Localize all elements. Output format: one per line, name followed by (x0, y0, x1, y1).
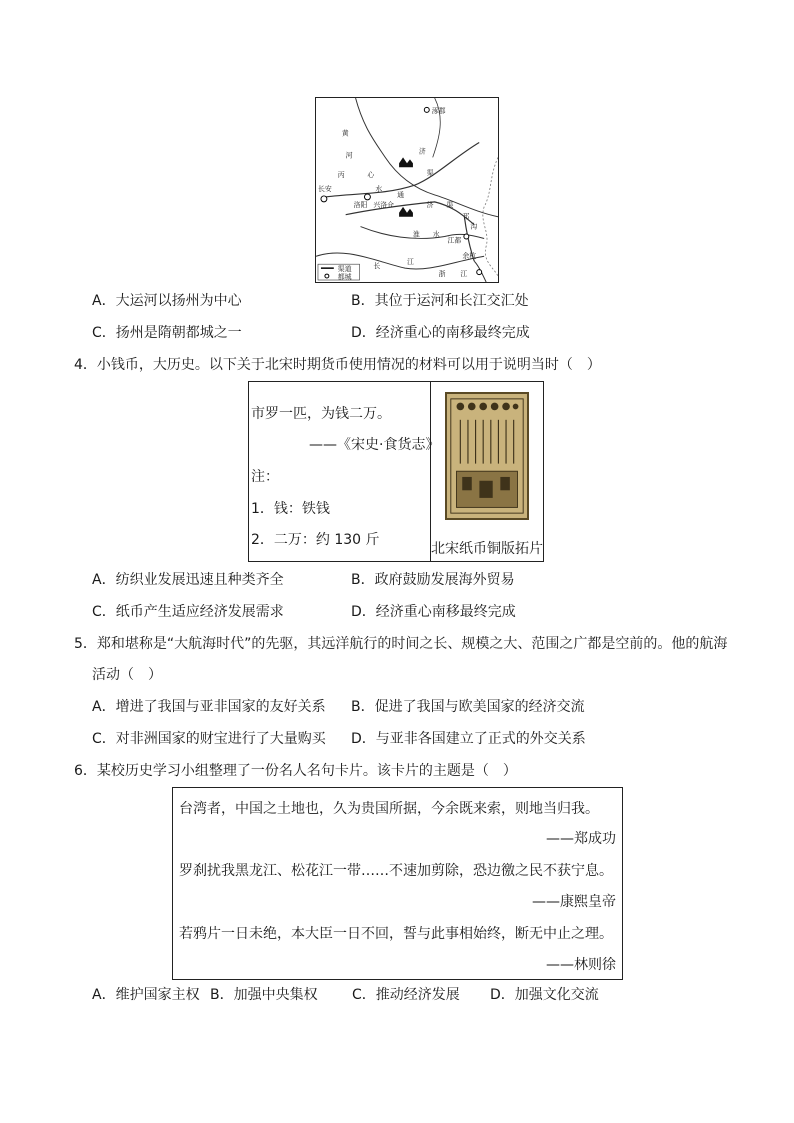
map-label: 江 (460, 270, 468, 279)
zhuojun-marker (424, 107, 429, 112)
q4-stem: 4．小钱币，大历史。以下关于北宋时期货币使用情况的材料可以用于说明当时（ ） (74, 357, 601, 373)
map-label: 黄 (341, 129, 349, 138)
map-label: 兴洛仓 (373, 200, 395, 209)
q4-note-1: 1．钱：铁钱 (251, 501, 330, 517)
map-label: 长 (373, 262, 381, 271)
q4-text-cell (249, 382, 440, 561)
q5-stem-line1: 5．郑和堪称是“大航海时代”的先驱，其远洋航行的时间之长、规模之大、范围之广都是空前的。他的航海 (74, 636, 728, 652)
map-label: 济 (418, 147, 426, 156)
map-label: 水 (432, 230, 440, 239)
q4-note-title: 注： (251, 469, 279, 485)
q4-option-a[interactable]: A．纺织业发展迅速且种类齐全 (92, 572, 284, 588)
legend-label: 都城 (337, 273, 352, 282)
q3-option-b[interactable]: B．其位于运河和长江交汇处 (351, 293, 529, 309)
map-label: 水 (375, 184, 383, 193)
q3-option-d[interactable]: D．经济重心的南移最终完成 (351, 325, 530, 341)
q6-author-1: ——郑成功 (546, 831, 616, 847)
q4-source-table (248, 381, 544, 562)
q6-option-c[interactable]: C．推动经济发展 (352, 987, 460, 1003)
q6-author-2: ——康熙皇帝 (532, 894, 616, 910)
yuhang-marker (477, 270, 482, 275)
map-label: 长安 (317, 184, 332, 193)
q5-option-d[interactable]: D．与亚非各国建立了正式的外交关系 (351, 731, 586, 747)
granary-icon (399, 207, 413, 217)
map-label: 济 (426, 200, 434, 209)
q4-image-caption: 北宋纸币铜版拓片 (431, 541, 543, 557)
q6-quote-3: 若鸦片一日未绝，本大臣一日不回，誓与此事相始终，断无中止之理。 (179, 926, 613, 942)
q4-image-cell (431, 382, 543, 561)
q6-quote-1: 台湾者，中国之土地也，久为贵国所据，今余既来索，则地当归我。 (179, 801, 599, 817)
map-label: 心 (367, 171, 375, 180)
q6-author-3: ——林则徐 (546, 957, 616, 973)
q4-option-d[interactable]: D．经济重心南移最终完成 (351, 604, 516, 620)
q5-option-b[interactable]: B．促进了我国与欧美国家的经济交流 (351, 699, 585, 715)
map-label: 通 (397, 190, 405, 199)
map-label: 渠 (446, 200, 454, 209)
map-label: 浙 (438, 270, 446, 279)
q3-option-c[interactable]: C．扬州是隋朝都城之一 (92, 325, 242, 341)
q4-option-c[interactable]: C．纸币产生适应经济发展需求 (92, 604, 284, 620)
granary-icon (399, 157, 413, 167)
q5-stem-line2: 活动（ ） (92, 667, 162, 683)
map-label: 河 (345, 151, 353, 160)
map-label: 涿郡 (431, 106, 446, 115)
q6-quote-2: 罗刹扰我黑龙江、松花江一带……不速加剪除，恐边徼之民不获宁息。 (179, 863, 613, 879)
q6-option-d[interactable]: D．加强文化交流 (490, 987, 599, 1003)
map-label: 丙 (337, 171, 345, 180)
q6-option-b[interactable]: B．加强中央集权 (210, 987, 318, 1003)
map-label: 江 (407, 258, 414, 267)
map-label: 江都 (447, 236, 462, 245)
q4-option-b[interactable]: B．政府鼓励发展海外贸易 (351, 572, 515, 588)
q5-option-c[interactable]: C．对非洲国家的财宝进行了大量购买 (92, 731, 326, 747)
q5-option-a[interactable]: A．增进了我国与亚非国家的友好关系 (92, 699, 326, 715)
yellow-river (353, 98, 498, 217)
map-label: 淮 (412, 230, 420, 239)
map-label: 邗 (462, 212, 470, 221)
jiaozi-banknote-image (445, 392, 529, 520)
map-label: 洛阳 (353, 200, 368, 209)
q4-note-2: 2．二万：约 130 斤 (251, 532, 380, 548)
map-label: 余杭 (462, 252, 477, 261)
map-drawing (316, 98, 498, 282)
q6-stem: 6．某校历史学习小组整理了一份名人名句卡片。该卡片的主题是（ ） (74, 763, 517, 779)
q3-option-a[interactable]: A．大运河以扬州为中心 (92, 293, 242, 309)
q6-quote-card (172, 787, 623, 980)
legend-label: 渠道 (337, 265, 352, 274)
luoyang-marker (364, 194, 370, 200)
legend-capital-marker (325, 274, 329, 278)
q6-option-a[interactable]: A．维护国家主权 (92, 987, 200, 1003)
map-label: 渠 (426, 169, 434, 178)
q4-quote-source: ——《宋史·食货志》 (309, 437, 440, 453)
jiangdu-marker (464, 234, 469, 239)
q4-quote: 市罗一匹，为钱二万。 (251, 406, 391, 422)
changan-marker (321, 196, 327, 202)
map-label: 沟 (470, 222, 478, 231)
grand-canal-map (315, 97, 499, 283)
